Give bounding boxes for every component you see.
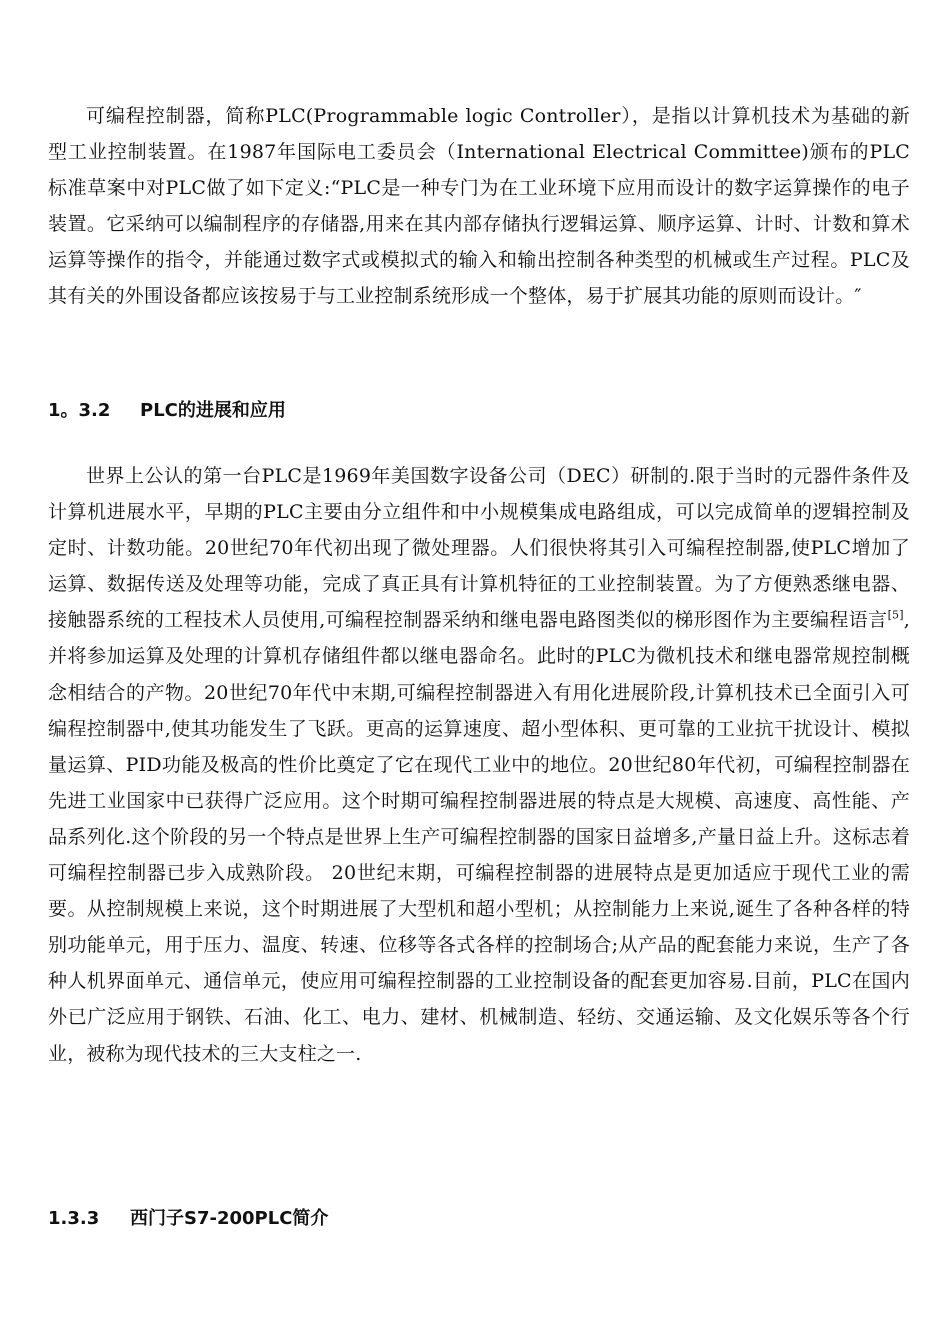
section-title: PLC的进展和应用 [140,400,286,421]
history-text-part-a: 世界上公认的第一台PLC是1969年美国数字设备公司（DEC）研制的.限于当时的元器件条件及计算机进展水平，早期的PLC主要由分立组件和中小规模集成电路组成，可以完成简单的逻辑控制及定时、计数功能。20世纪70年代初出现了微处理器。人们很快将其引入可编程控制器,使PLC增加了运算、数据传送及处理等功能，完成了真正具有计算机特征的工业控制装置。为了方便熟悉继电器、接触器系统的工程技术人员使用,可编程控制器采纳和继电器电路图类似的梯形图作为主要编程语言 [48,465,910,632]
section-number: 1.3.3 [48,1208,100,1229]
section-heading-1-3-2 [48,396,286,422]
section-number: 1。3.2 [48,400,111,421]
history-text-part-b: ,并将参加运算及处理的计算机存储组件都以继电器命名。此时的PLC为微机技术和继电器常规控制概念相结合的产物。20世纪70年代中末期,可编程控制器进入有用化进展阶段,计算机技术已全面引入可编程控制器中,使其功能发生了飞跃。更高的运算速度、超小型体积、更可靠的工业抗干扰设计、模拟量运算、PID功能及极高的性价比奠定了它在现代工业中的地位。20世纪80年代初，可编程控制器在先进工业国家中已获得广泛应用。这个时期可编程控制器进展的特点是大规模、高速度、高性能、产品系列化.这个阶段的另一个特点是世界上生产可编程控制器的国家日益增多,产量日益上升。这标志着可编程控制器已步入成熟阶段。 20世纪末期，可编程控制器的进展特点是更加适应于现代工业的需要。从控制规模上来说，这个时期进展了大型机和超小型机；从控制能力上来说,诞生了各种各样的特别功能单元，用于压力、温度、转速、位移等各式各样的控制场合;从产品的配套能力来说，生产了各种人机界面单元、通信单元，使应用可编程控制器的工业控制设备的配套更加容易.目前，PLC在国内外已广泛应用于钢铁、石油、化工、电力、建材、机械制造、轻纺、交通运输、及文化娱乐等各个行业，被称为现代技术的三大支柱之一. [48,609,910,1065]
section-title: 西门子S7-200PLC简介 [130,1208,329,1229]
section-heading-1-3-3 [48,1204,328,1230]
intro-paragraph: 可编程控制器，简称PLC(Programmable logic Controller），是指以计算机技术为基础的新型工业控制装置。在1987年国际电工委员会（International Electrical Committee)颁布的PLC标准草案中对PLC做了如下定义:“PLC是一种专门为在工业环境下应用而设计的数字运算操作的电子装置。它采纳可以编制程序的存储器,用来在其内部存储执行逻辑运算、顺序运算、计时、计数和算术运算等操作的指令，并能通过数字式或模拟式的输入和输出控制各种类型的机械或生产过程。PLC及其有关的外围设备都应该按易于与工业控制系统形成一个整体，易于扩展其功能的原则而设计。″ [48,105,910,308]
history-paragraph [48,458,910,1072]
citation-reference: [5] [887,609,904,623]
